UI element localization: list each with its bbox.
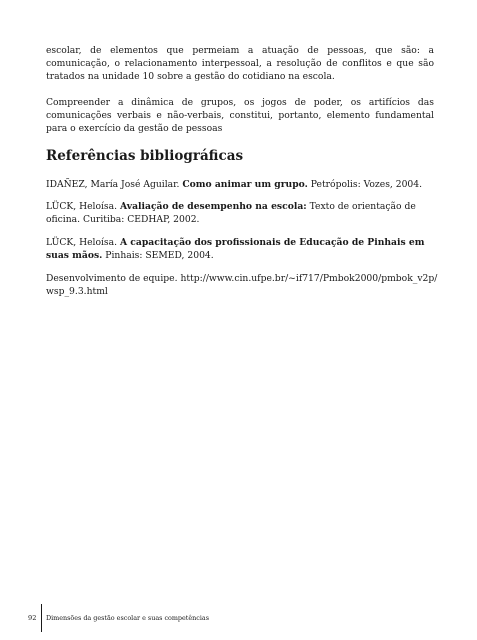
reference-details: Texto de orientação de oficina. Curitiba: CEDHAP, 2002. [46,201,416,225]
reference-title: Avaliação de desempenho na escola: [119,201,307,212]
reference-item [46,272,438,298]
body-paragraph-1: escolar, de elementos que permeiam a atuação de pessoas, que são: a comunicação, o relacionamento interpessoal, a resolução de conflitos e que são tratados na unidade 10 sobre a gestão do cotidiano na escola. [46,45,434,82]
running-title: Dimensões da gestão escolar e suas competências [46,614,209,622]
reference-details: Pinhais: SEMED, 2004. [102,250,214,261]
reference-details: Desenvolvimento de equipe. http://www.cin.ufpe.br/~if717/Pmbok2000/pmbok_v2p/ wsp_9.3.html [46,273,438,297]
reference-author: LÜCK, Heloísa. [46,237,120,248]
reference-title: Como animar um grupo. [182,179,308,190]
reference-author: LÜCK, Heloísa. [46,201,120,212]
body-paragraph-2: Compreender a dinâmica de grupos, os jogos de poder, os artifícios das comunicações verbais e não-verbais, constitui, portanto, elemento fundamental para o exercício da gestão de pessoas [46,97,434,134]
reference-item [46,200,438,226]
reference-author: IDAÑEZ, María José Aguilar. [46,179,183,190]
footer-divider [41,604,42,632]
references-heading: Referências bibliográficas [46,148,244,164]
reference-details: Petrópolis: Vozes, 2004. [307,179,423,190]
reference-title: A capacitação dos profissionais de Educação de Pinhais em suas mãos. [46,237,425,261]
page-number: 92 [28,614,37,622]
reference-item [46,178,438,191]
reference-item [46,236,438,262]
